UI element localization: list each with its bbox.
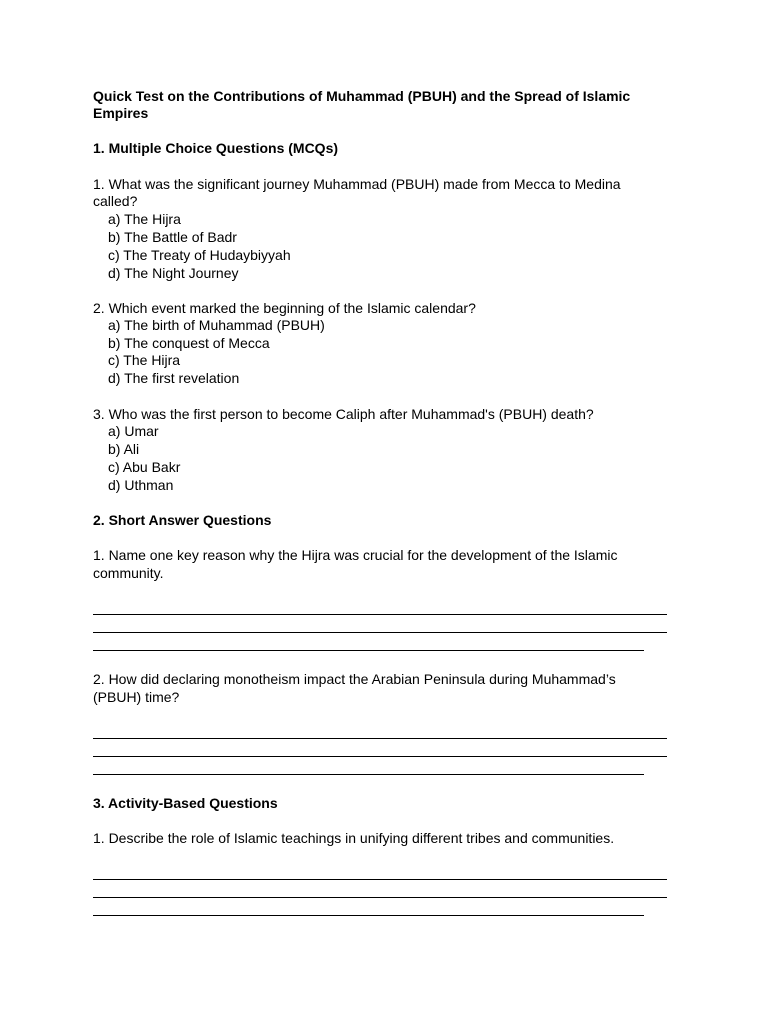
mcq-3-option-d: d) Uthman [108,477,174,493]
mcq-1-option-b: b) The Battle of Badr [108,229,237,245]
mcq-question-1-continued: called? [93,193,138,209]
section-heading-mcq: 1. Multiple Choice Questions (MCQs) [93,140,339,156]
mcq-1-option-d: d) The Night Journey [108,265,239,281]
mcq-3-option-b: b) Ali [108,441,140,457]
answer-line[interactable] [93,915,644,916]
activity-question-1: 1. Describe the role of Islamic teachings in unifying different tribes and communities. [93,830,615,846]
answer-line[interactable] [93,897,667,898]
document-title: Quick Test on the Contributions of Muhammad (PBUH) and the Spread of Islamic [93,88,631,104]
mcq-1-option-c: c) The Treaty of Hudaybiyyah [108,247,291,263]
section-heading-activity: 3. Activity-Based Questions [93,795,278,811]
mcq-2-option-d: d) The first revelation [108,370,240,386]
mcq-2-option-c: c) The Hijra [108,352,181,368]
answer-line[interactable] [93,650,644,651]
mcq-question-2: 2. Which event marked the beginning of the Islamic calendar? [93,300,476,316]
section-heading-short-answer: 2. Short Answer Questions [93,512,272,528]
mcq-3-option-a: a) Umar [108,423,159,439]
answer-line[interactable] [93,774,644,775]
answer-line[interactable] [93,756,667,757]
mcq-1-option-a: a) The Hijra [108,211,181,227]
mcq-question-3: 3. Who was the first person to become Caliph after Muhammad's (PBUH) death? [93,406,594,422]
answer-line[interactable] [93,614,667,615]
short-answer-question-1-continued: community. [93,565,164,581]
mcq-2-option-b: b) The conquest of Mecca [108,335,270,351]
short-answer-question-1: 1. Name one key reason why the Hijra was crucial for the development of the Islamic [93,547,618,563]
mcq-question-1: 1. What was the significant journey Muhammad (PBUH) made from Mecca to Medina [93,176,621,192]
document-title-continued: Empires [93,105,149,121]
short-answer-question-2: 2. How did declaring monotheism impact the Arabian Peninsula during Muhammad’s [93,671,616,687]
answer-line[interactable] [93,738,667,739]
answer-line[interactable] [93,632,667,633]
mcq-3-option-c: c) Abu Bakr [108,459,181,475]
answer-line[interactable] [93,879,667,880]
mcq-2-option-a: a) The birth of Muhammad (PBUH) [108,317,325,333]
short-answer-question-2-continued: (PBUH) time? [93,689,180,705]
